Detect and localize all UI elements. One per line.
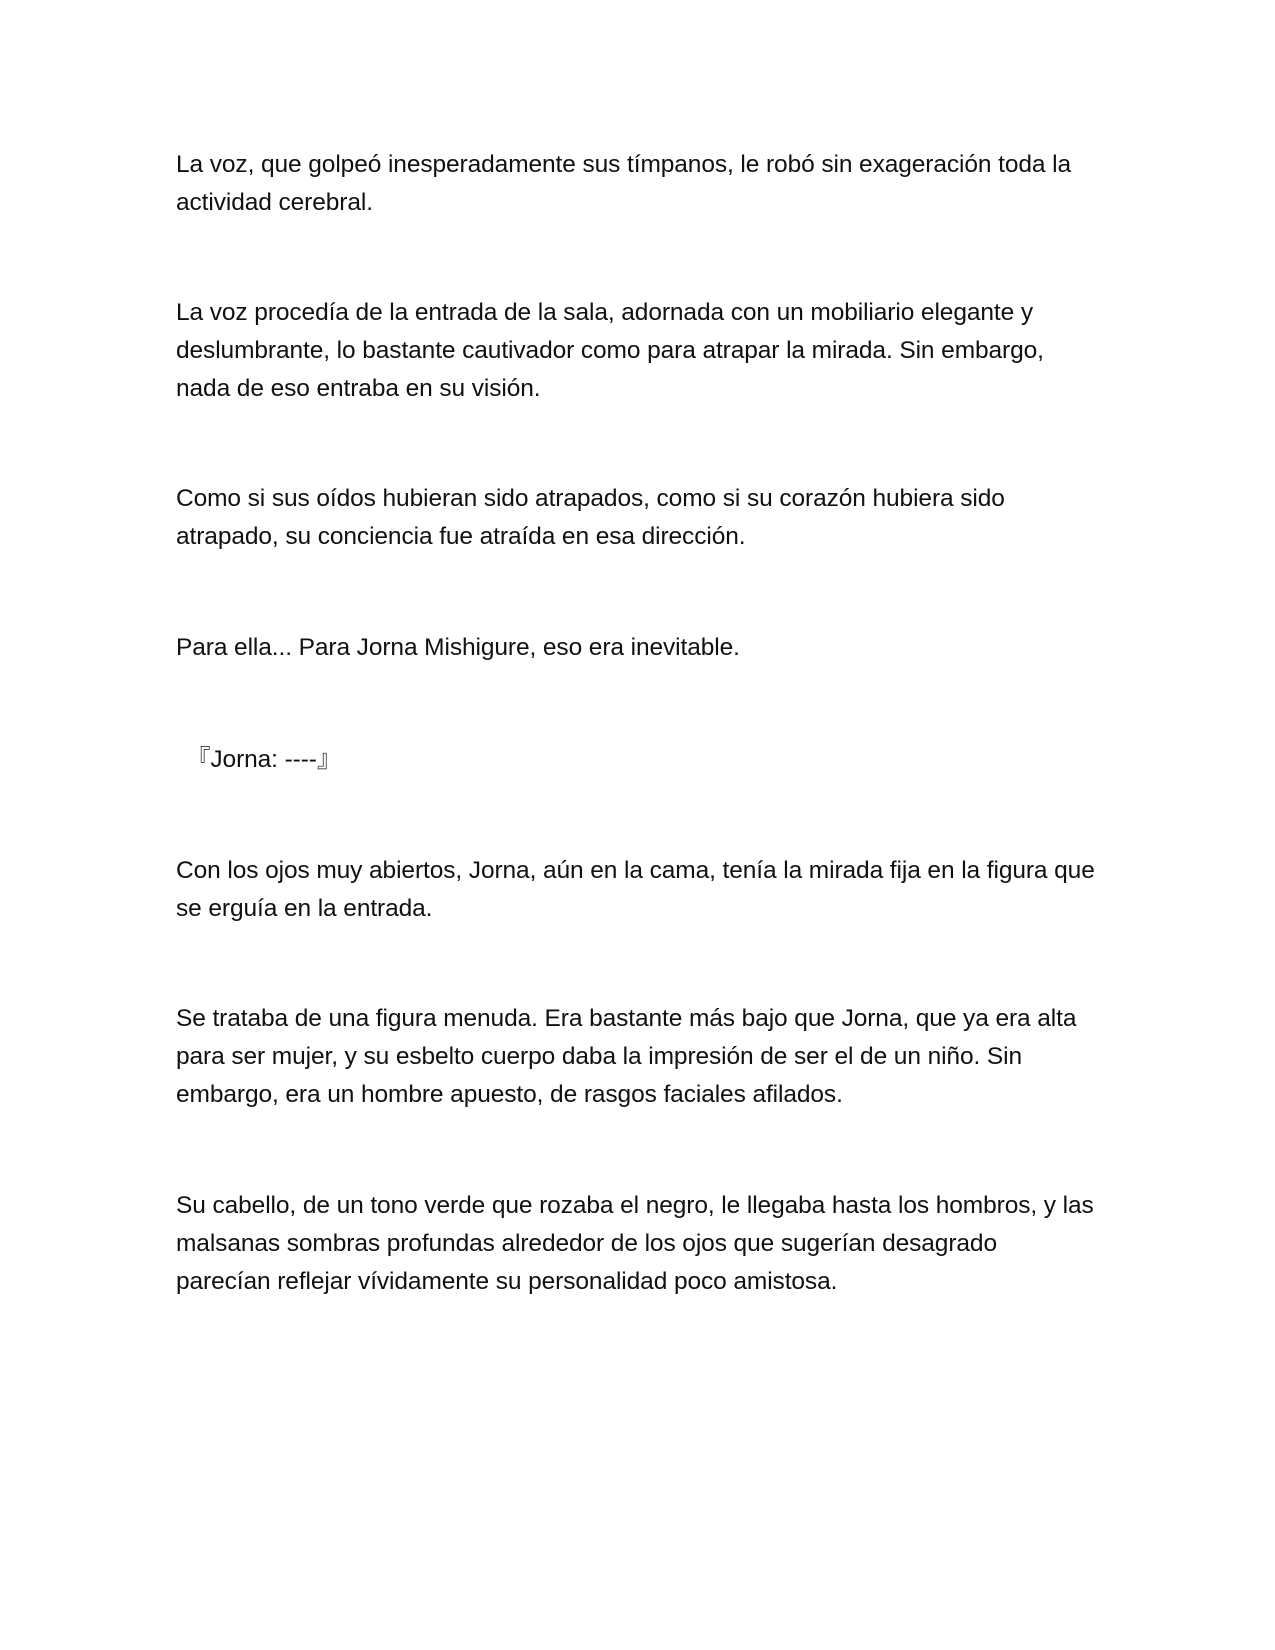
paragraph: Se trataba de una figura menuda. Era bastante más bajo que Jorna, que ya era alta para ser mujer, y su esbelto cuerpo daba la impresión de ser el de un niño. Sin embargo, era un hombre apuesto, de rasgos faciales afilados. [176, 1005, 1077, 1108]
paragraph: La voz procedía de la entrada de la sala, adornada con un mobiliario elegante y deslumbrante, lo bastante cautivador como para atrapar la mirada. Sin embargo, nada de eso entraba en su visión. [176, 299, 1044, 402]
paragraph: La voz, que golpeó inesperadamente sus tímpanos, le robó sin exageración toda la actividad cerebral. [176, 151, 1072, 216]
dialogue-line: 『Jorna: ----』 [186, 746, 342, 773]
paragraph: Con los ojos muy abiertos, Jorna, aún en la cama, tenía la mirada fija en la figura que se erguía en la entrada. [176, 857, 1095, 922]
paragraph: Para ella... Para Jorna Mishigure, eso era inevitable. [176, 634, 740, 661]
paragraph: Su cabello, de un tono verde que rozaba el negro, le llegaba hasta los hombros, y las malsanas sombras profundas alrededor de los ojos que sugerían desagrado parecían reflejar vívidamente su personalidad poco amistosa. [176, 1192, 1094, 1295]
paragraph: Como si sus oídos hubieran sido atrapados, como si su corazón hubiera sido atrapado, su conciencia fue atraída en esa dirección. [176, 485, 1005, 550]
